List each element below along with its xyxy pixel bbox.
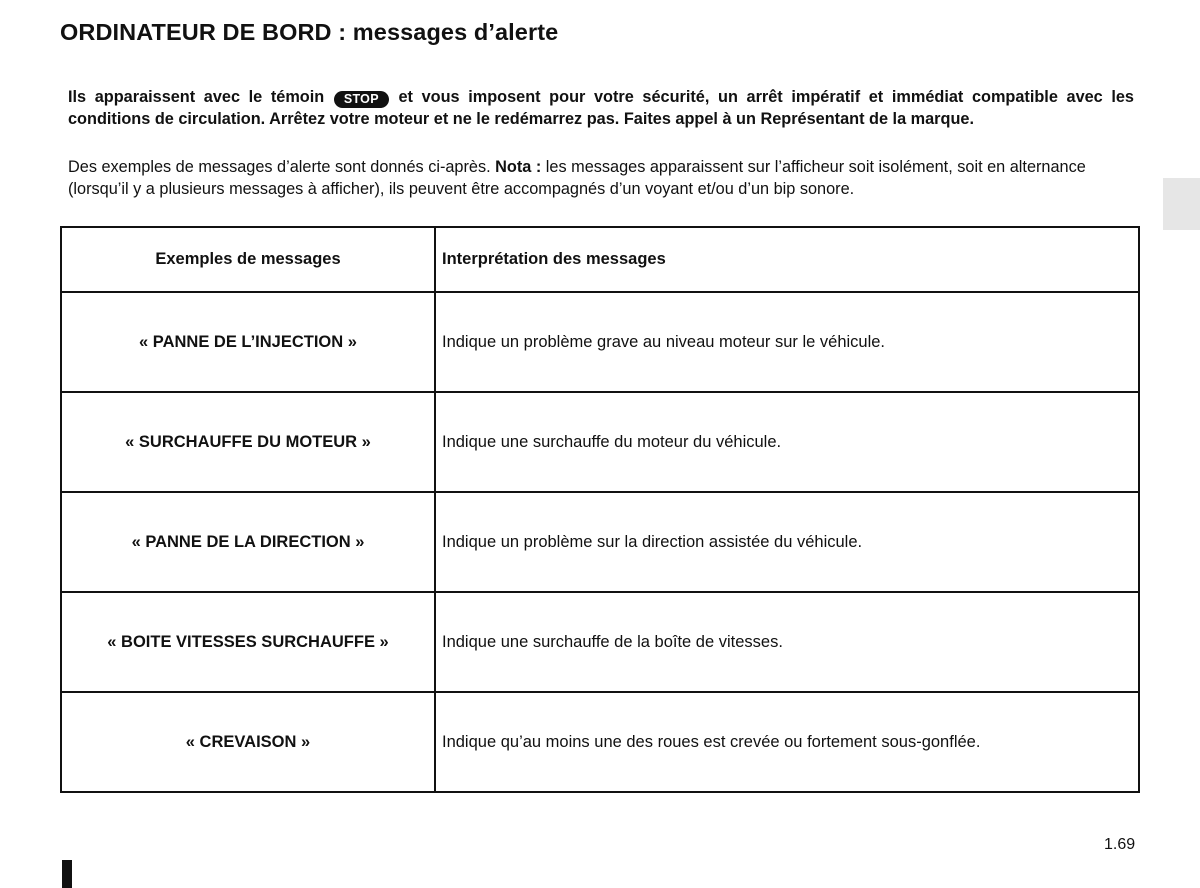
stop-warning-icon: STOP [334, 91, 389, 108]
nota-label: Nota : [495, 158, 542, 176]
table-row [61, 592, 1139, 692]
message-cell: « PANNE DE L’INJECTION » [61, 292, 435, 392]
examples-text-start: Des exemples de messages d’alerte sont donnés ci-après. [68, 158, 496, 176]
interpretation-cell: Indique un problème grave au niveau moteur sur le véhicule. [435, 292, 1139, 392]
table-row [61, 392, 1139, 492]
section-tab-marker [1163, 178, 1200, 230]
warning-text-start: Ils apparaissent avec le témoin [68, 88, 333, 106]
examples-text-end: les messages apparaissent sur l’afficheur soit isolément, soit en alternance (lorsqu’il y a plusieurs messages à afficher), ils peuvent être accompagnés d’un voyant et/ou d’un bip sonore. [68, 158, 1086, 198]
page-number: 1.69 [1104, 836, 1136, 853]
alert-messages-table [60, 226, 1140, 793]
examples-paragraph [68, 156, 1138, 200]
message-cell: « BOITE VITESSES SURCHAUFFE » [61, 592, 435, 692]
warning-paragraph [68, 86, 1134, 130]
table-header-row [61, 227, 1139, 292]
page-edge-marker [62, 860, 72, 888]
header-interpretation: Interprétation des messages [435, 227, 1139, 292]
header-examples: Exemples de messages [61, 227, 435, 292]
interpretation-cell: Indique une surchauffe de la boîte de vitesses. [435, 592, 1139, 692]
interpretation-cell: Indique une surchauffe du moteur du véhicule. [435, 392, 1139, 492]
interpretation-cell: Indique un problème sur la direction assistée du véhicule. [435, 492, 1139, 592]
page-title: ORDINATEUR DE BORD : messages d’alerte [60, 19, 559, 45]
interpretation-cell: Indique qu’au moins une des roues est crevée ou fortement sous-gonflée. [435, 692, 1139, 792]
message-cell: « SURCHAUFFE DU MOTEUR » [61, 392, 435, 492]
warning-text-end: et vous imposent pour votre sécurité, un arrêt impératif et immédiat compatible avec les conditions de circulation. Arrêtez votre moteur et ne le redémarrez pas. Faites appel à un Représentant de la marque. [68, 88, 1134, 128]
table-row [61, 692, 1139, 792]
table-row [61, 292, 1139, 392]
message-cell: « CREVAISON » [61, 692, 435, 792]
message-cell: « PANNE DE LA DIRECTION » [61, 492, 435, 592]
table-row [61, 492, 1139, 592]
